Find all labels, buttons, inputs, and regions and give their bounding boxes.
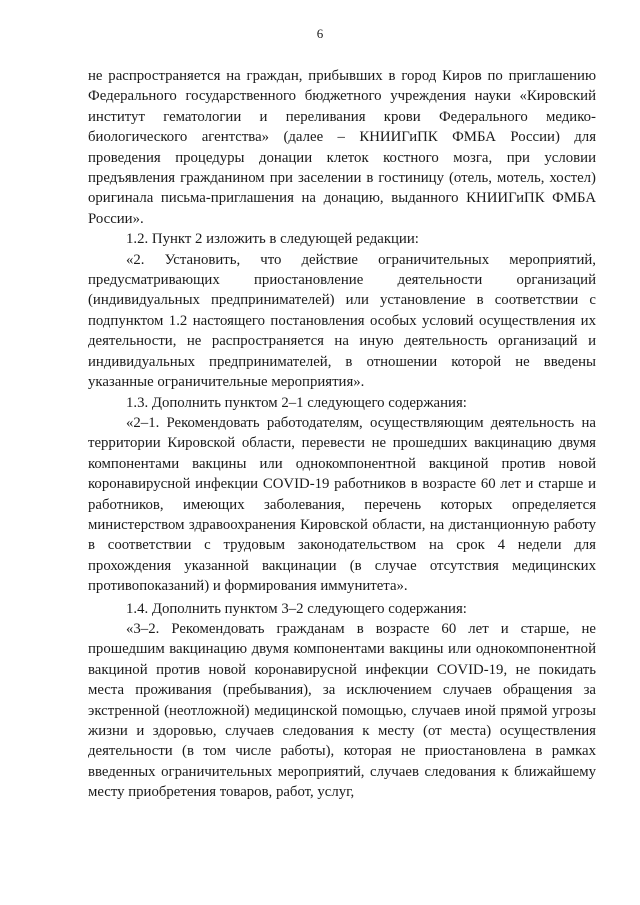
document-body <box>88 66 596 803</box>
page-number: 6 <box>316 26 324 41</box>
paragraph-item-1-4: 1.4. Дополнить пунктом 3–2 следующего содержания: <box>126 600 467 617</box>
paragraph-continuation: не распространяется на граждан, прибывших в город Киров по приглашению Федерального государственного бюджетного учреждения науки «Кировский институт гематологии и переливания крови Федерального медико-биологического агентства» (далее – КНИИГиПК ФМБА России) для проведения процедуры донации клеток костного мозга, при условии предъявления гражданином при заселении в гостиницу (отель, мотель, хостел) оригинала письма-приглашения на донацию, выданного КНИИГиПК ФМБА России». <box>88 68 596 227</box>
paragraph-item-1-3: 1.3. Дополнить пунктом 2–1 следующего содержания: <box>126 394 467 411</box>
paragraph-item-1-2: 1.2. Пункт 2 изложить в следующей редакции: <box>126 231 419 248</box>
paragraph-quote-2-1: «2–1. Рекомендовать работодателям, осуществляющим деятельность на территории Кировской области, перевести не прошедших вакцинацию двумя компонентами вакцины или однокомпонентной вакциной против новой коронавирусной инфекции COVID-19 работников в возрасте 60 лет и старше и работников, имеющих заболевания, перечень которых определяется министерством здравоохранения Кировской области, на дистанционную работу в соответствии с трудовым законодательством на срок 4 недели для прохождения указанной вакцинации (в случае отсутствия медицинских противопоказаний) и формирования иммунитета». <box>88 414 596 595</box>
paragraph-quote-3-2: «3–2. Рекомендовать гражданам в возрасте 60 лет и старше, не прошедшим вакцинацию двумя компонентами вакцины или однокомпонентной вакциной против новой коронавирусной инфекции COVID-19, не покидать места проживания (пребывания), за исключением случаев обращения за экстренной (неотложной) медицинской помощью, случаев иной прямой угрозы жизни и здоровью, случаев следования к месту (от места) осуществления деятельности (в том числе работы), которая не приостановлена в рамках введенных ограничительных мероприятий, случаев следования к ближайшему месту приобретения товаров, работ, услуг, <box>88 620 596 801</box>
paragraph-quote-2: «2. Установить, что действие ограничительных мероприятий, предусматривающих приостановление деятельности организаций (индивидуальных предпринимателей) или установление в соответствии с подпунктом 1.2 настоящего постановления особых условий осуществления их деятельности, не распространяется на иную деятельность организаций и индивидуальных предпринимателей, в отношении которой не введены указанные ограничительные мероприятия». <box>88 251 596 391</box>
